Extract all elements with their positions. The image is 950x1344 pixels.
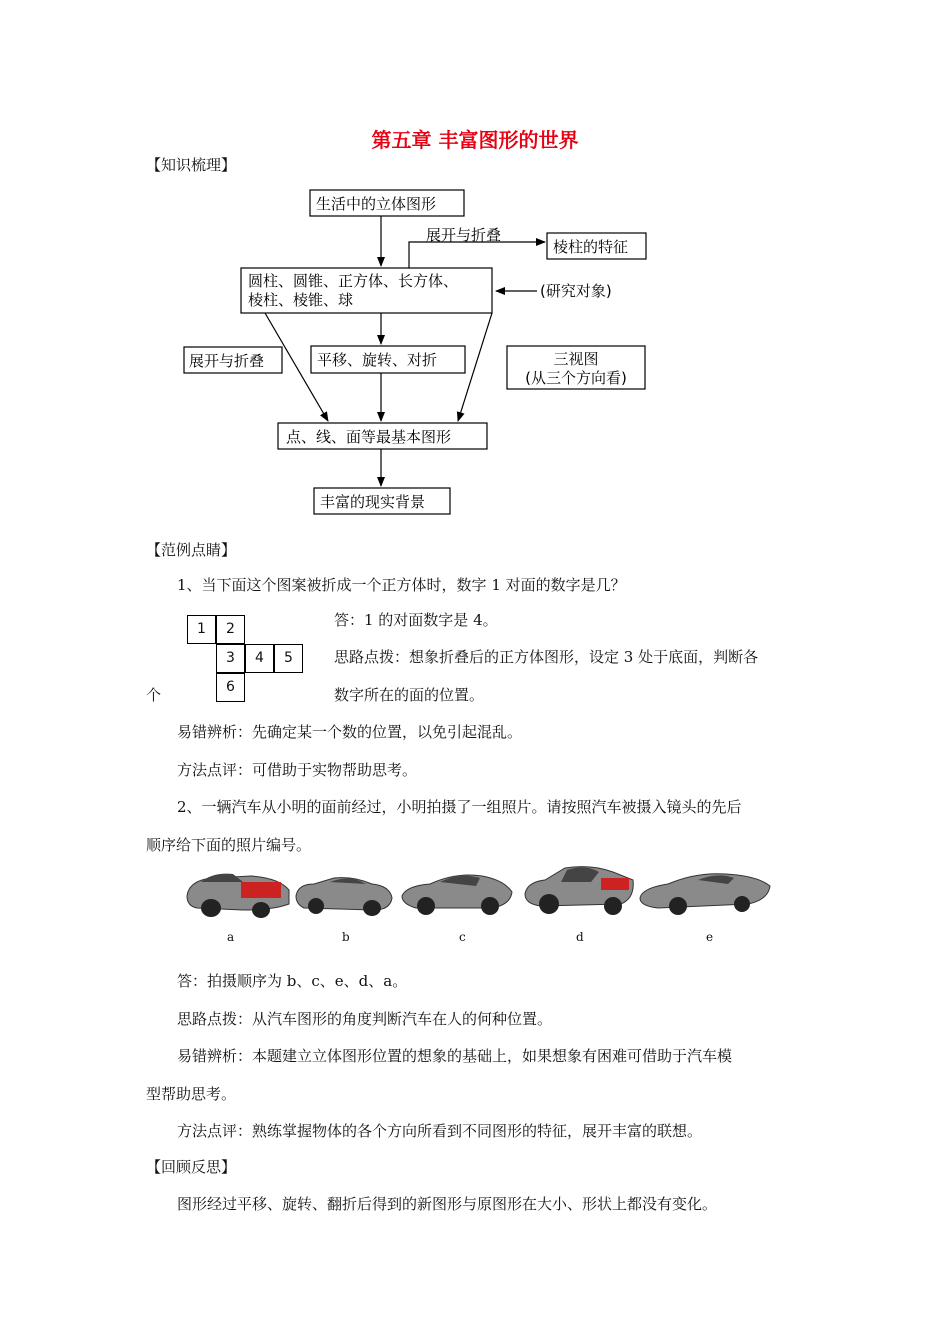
section-review: 【回顾反思】 xyxy=(146,1158,237,1176)
car-photo-c xyxy=(400,868,515,920)
ex1-answer: 答：1 的对面数字是 4。 xyxy=(334,611,498,629)
car-label-a: a xyxy=(227,930,235,944)
ex1-error: 易错辨析：先确定某一个数的位置，以免引起混乱。 xyxy=(177,723,523,741)
section-examples: 【范例点睛】 xyxy=(146,541,237,559)
car-photo-e xyxy=(638,866,773,918)
review-text: 图形经过平移、旋转、翻折后得到的新图形与原图形在大小、形状上都没有变化。 xyxy=(177,1195,718,1213)
ex2-error-line1: 易错辨析：本题建立立体图形位置的想象的基础上，如果想象有困难可借助于汽车模 xyxy=(177,1047,733,1065)
label-fold-box: 展开与折叠 xyxy=(189,352,265,370)
label-basic: 点、线、面等最基本图形 xyxy=(286,428,452,446)
ex1-question: 1、当下面这个图案被折成一个正方体时，数字 1 对面的数字是几？ xyxy=(177,576,626,594)
label-research: (研究对象) xyxy=(540,282,612,300)
arrow-right-diag xyxy=(458,313,492,421)
label-three-views-1: 三视图 xyxy=(553,350,599,368)
label-prism: 棱柱的特征 xyxy=(553,238,629,256)
label-transform: 平移、旋转、对折 xyxy=(317,351,438,369)
ex2-answer: 答：拍摄顺序为 b、c、e、d、a。 xyxy=(177,972,408,990)
ex1-hint-prefix: 个 xyxy=(146,686,162,704)
label-reality: 丰富的现实背景 xyxy=(320,493,426,511)
net-cell-5: 5 xyxy=(274,644,303,673)
ex2-question-line1: 2、一辆汽车从小明的面前经过，小明拍摄了一组照片。请按照汽车被摄入镜头的先后 xyxy=(177,798,742,816)
ex2-question-line2: 顺序给下面的照片编号。 xyxy=(146,836,312,854)
car-label-c: c xyxy=(459,930,466,944)
arrow-fold-prism xyxy=(409,242,545,268)
label-fold-arrow: 展开与折叠 xyxy=(426,226,502,244)
net-cell-1: 1 xyxy=(187,615,216,644)
car-photo-b xyxy=(294,872,394,920)
ex2-error-line2: 型帮助思考。 xyxy=(146,1085,237,1103)
page-title: 第五章 丰富图形的世界 xyxy=(371,128,579,152)
section-knowledge: 【知识梳理】 xyxy=(146,156,237,174)
car-label-d: d xyxy=(576,930,584,944)
ex1-hint-line2: 数字所在的面的位置。 xyxy=(334,686,485,704)
car-photo-d xyxy=(521,862,636,920)
net-cell-4: 4 xyxy=(245,644,274,673)
net-cell-6: 6 xyxy=(216,673,245,702)
knowledge-diagram xyxy=(0,0,950,530)
net-cell-3: 3 xyxy=(216,644,245,673)
label-life-solids: 生活中的立体图形 xyxy=(316,195,437,213)
label-three-views-2: (从三个方向看) xyxy=(525,369,627,387)
net-cell-2: 2 xyxy=(216,615,245,644)
label-solids-2: 棱柱、棱锥、球 xyxy=(248,291,354,309)
label-solids-1: 圆柱、圆锥、正方体、长方体、 xyxy=(248,272,459,290)
car-label-e: e xyxy=(706,930,714,944)
car-photo-a xyxy=(183,868,293,920)
ex1-hint-line1: 思路点拨：想象折叠后的正方体图形，设定 3 处于底面，判断各 xyxy=(334,648,759,666)
ex2-method: 方法点评：熟练掌握物体的各个方向所看到不同图形的特征，展开丰富的联想。 xyxy=(177,1122,703,1140)
car-label-b: b xyxy=(342,930,350,944)
ex1-method: 方法点评：可借助于实物帮助思考。 xyxy=(177,761,418,779)
ex2-hint: 思路点拨：从汽车图形的角度判断汽车在人的何种位置。 xyxy=(177,1010,553,1028)
